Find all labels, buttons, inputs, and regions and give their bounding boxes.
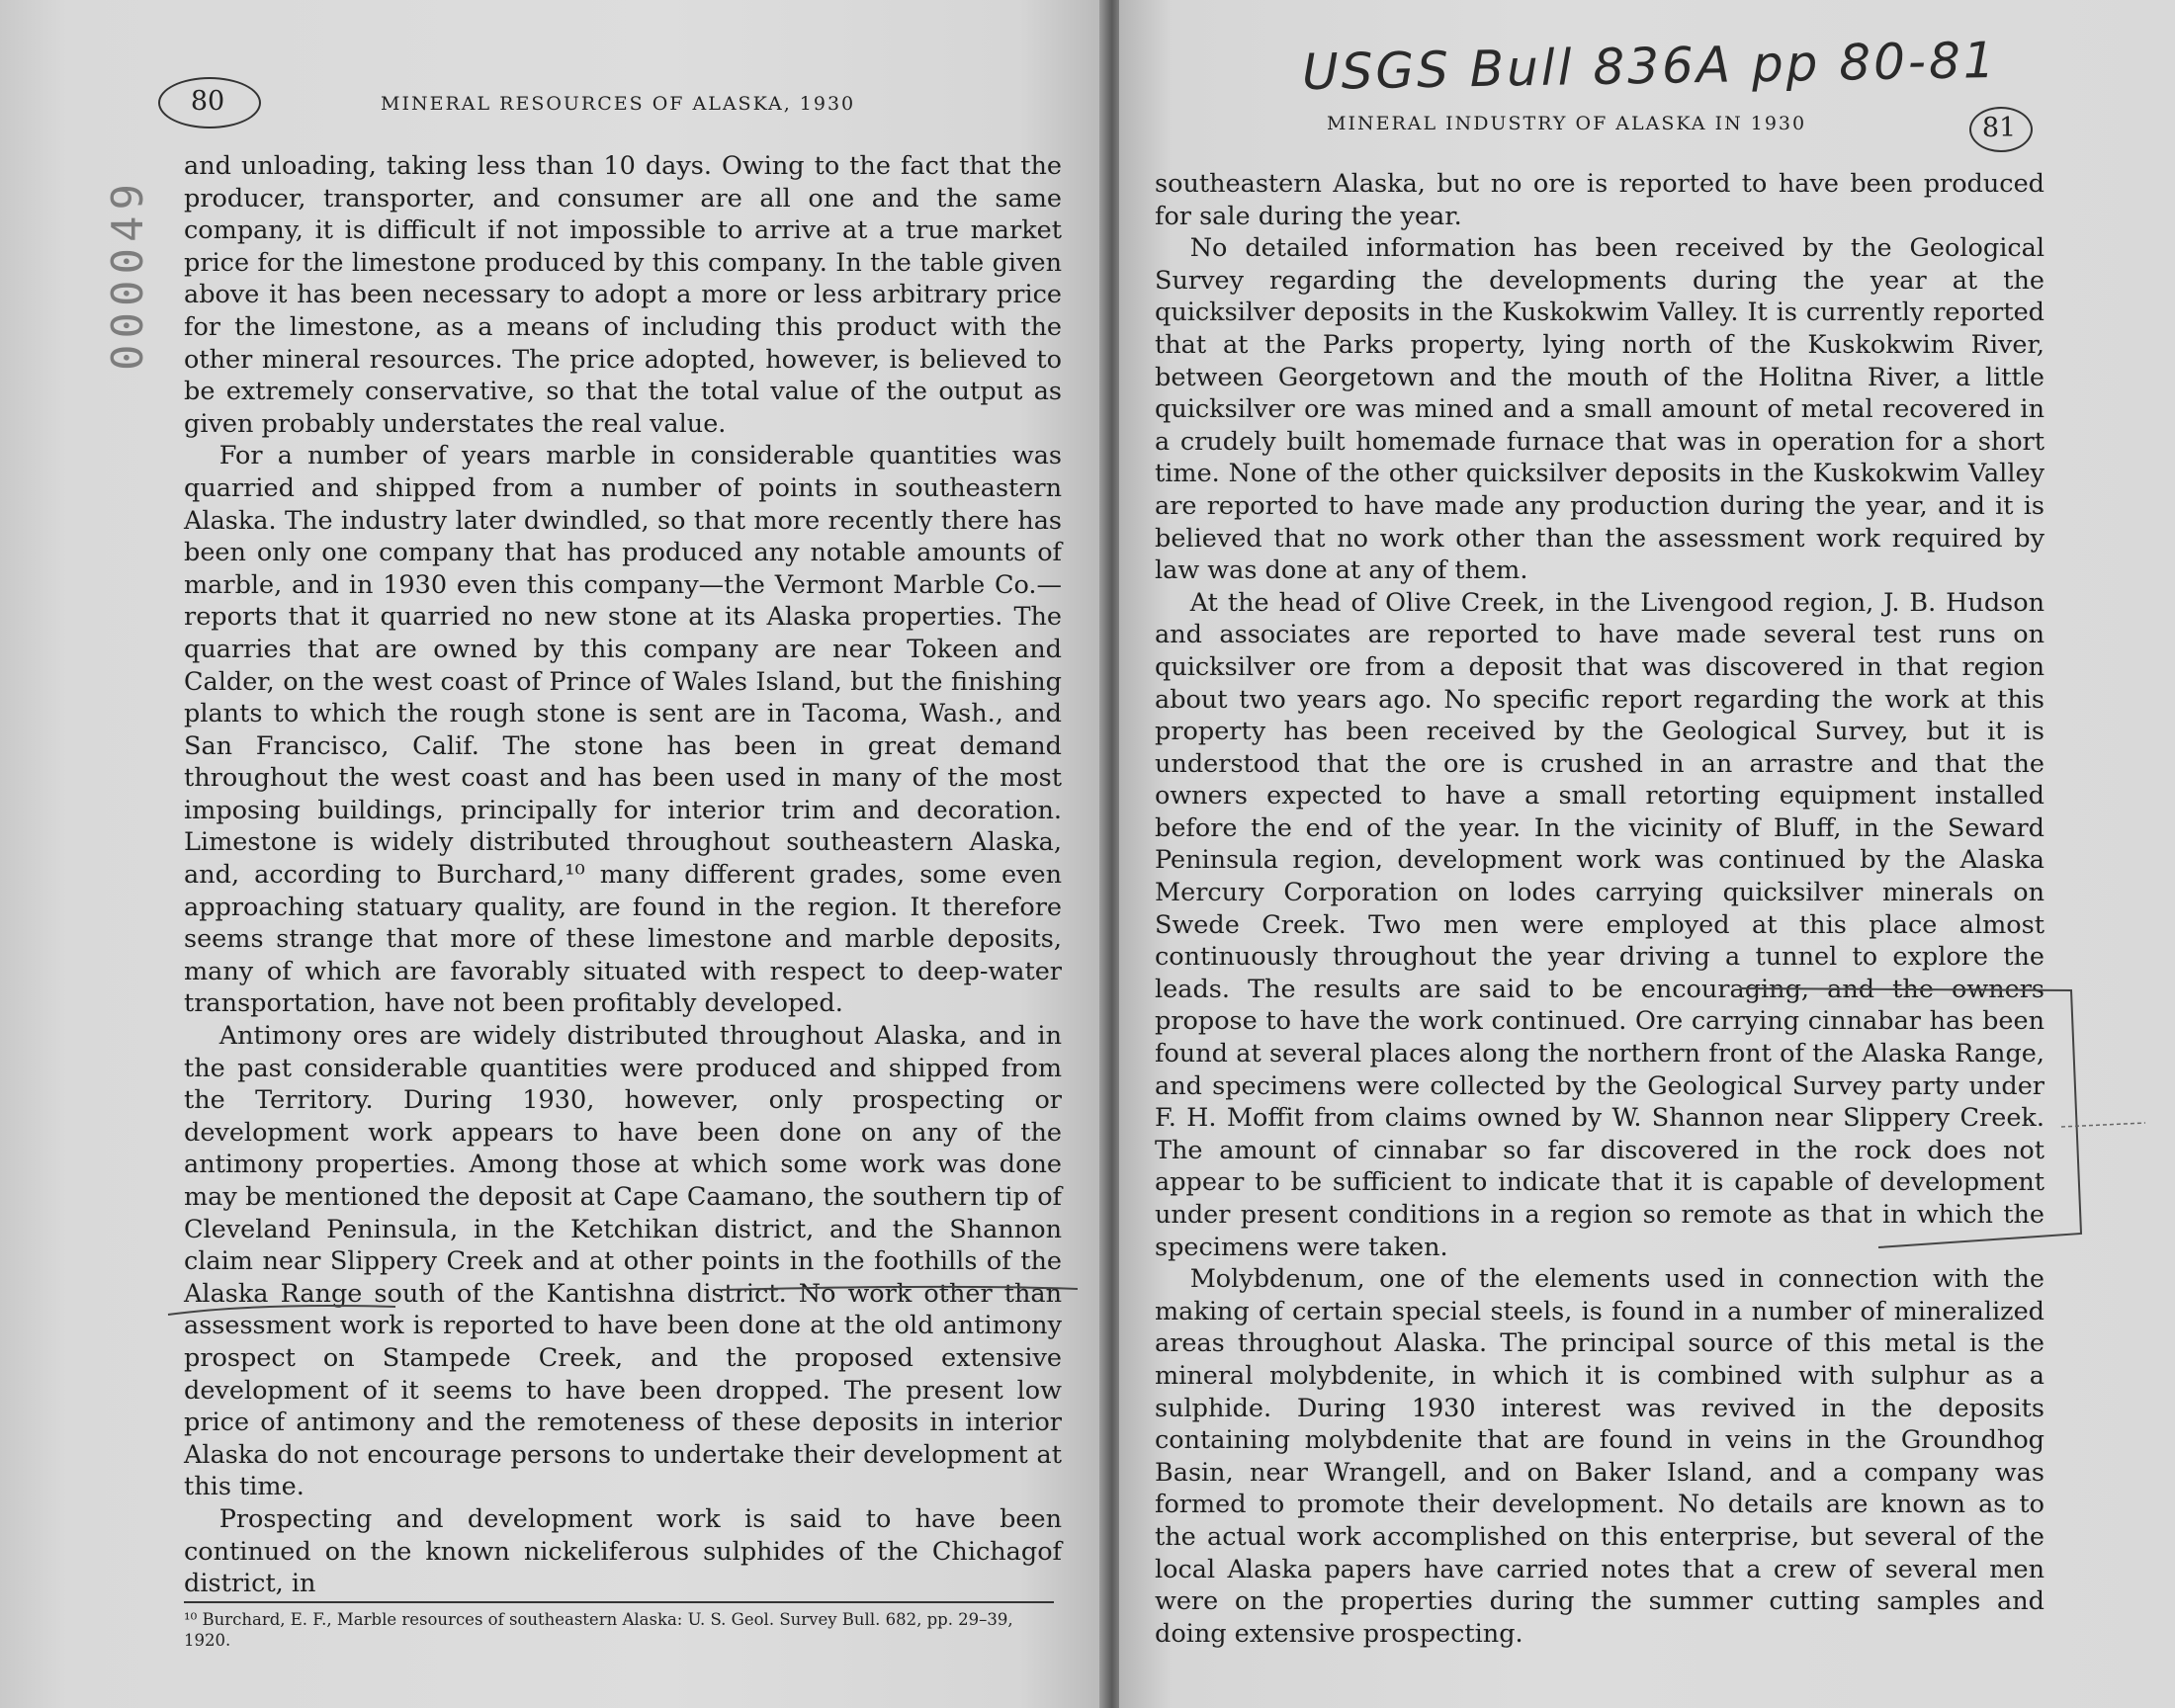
right-paragraph-1: southeastern Alaska, but no ore is reported to have been produced for sale during the year. xyxy=(1155,169,2044,231)
archive-stamp: 000049 xyxy=(103,178,153,371)
right-page-header: MINERAL INDUSTRY OF ALASKA IN 1930 xyxy=(1327,113,1807,134)
handwritten-note: USGS Bull 836A pp 80-81 xyxy=(1301,31,1999,102)
left-footnote: ¹⁰ Burchard, E. F., Marble resources of southeastern Alaska: U. S. Geol. Survey Bull. 682, pp. 29–39, 1920. xyxy=(184,1610,1013,1650)
right-page-number: 81 xyxy=(1981,112,2017,143)
left-paragraph-2: For a number of years marble in considerable quantities was quarried and shipped from a number of points in southeastern Alaska. The industry later dwindled, so that more recently there has been only one company that has produced any notable amounts of marble, and in 1930 even this company—the Vermont Marble Co.—reports that it quarried no new stone at its Alaska properties. The quarries that are owned by this company are near Tokeen and Calder, on the west coast of Prince of Wales Island, but the finishing plants to which the rough stone is sent are in Tacoma, Wash., and San Francisco, Calif. The stone has been in great demand throughout the west coast and has been used in many of the most imposing buildings, principally for interior trim and decoration. Limestone is widely distributed throughout southeastern Alaska, and, according to Burchard,¹⁰ many different grades, some even approaching statuary quality, are found in the region. It therefore seems strange that more of these limestone and marble deposits, many of which are favorably situated with respect to deep-water transportation, have not been profitably developed. xyxy=(184,441,1062,1019)
left-page-number: 80 xyxy=(190,85,225,117)
right-paragraph-3: At the head of Olive Creek, in the Livengood region, J. B. Hudson and associates are reported to have made several test runs on quicksilver ore from a deposit that was discovered in that region about two years ago. No specific report regarding the work at this property has been received by the Geological Survey, but it is understood that the ore is crushed in an arrastre and that the owners expected to have a small retorting equipment installed before the end of the year. In the vicinity of Bluff, in the Seward Peninsula region, development work was continued by the Alaska Mercury Corporation on lodes carrying quicksilver minerals on Swede Creek. Two men were employed at this place almost continuously throughout the year driving a tunnel to explore the leads. The results are said to be encouraging, and the owners propose to have the work continued. Ore carrying cinnabar has been found at several places along the northern front of the Alaska Range, and specimens were collected by the Geological Survey party under F. H. Moffit from claims owned by W. Shannon near Slippery Creek. The amount of cinnabar so far discovered in the rock does not appear to be sufficient to indicate that it is capable of development under present conditions in a region so remote as that in which the specimens were taken. xyxy=(1155,587,2044,1262)
right-page-body xyxy=(1155,168,2044,1650)
left-page-body xyxy=(184,150,1062,1600)
right-page xyxy=(1119,0,2175,1708)
left-paragraph-4: Prospecting and development work is said to have been continued on the known nickeliferous sulphides of the Chichagof district, in xyxy=(184,1503,1062,1599)
right-paragraph-4: Molybdenum, one of the elements used in connection with the making of certain special steels, is found in a number of mineralized areas throughout Alaska. The principal source of this metal is the mineral molybdenite, in which it is combined with sulphur as a sulphide. During 1930 interest was revived in the deposits containing molybdenite that are found in veins in the Groundhog Basin, near Wrangell, and on Baker Island, and a company was formed to promote their development. No details are known as to the actual work accomplished on this enterprise, but several of the local Alaska papers have carried notes that a crew of several men were on the properties during the summer cutting samples and doing extensive prospecting. xyxy=(1155,1264,2044,1649)
right-paragraph-2: No detailed information has been received by the Geological Survey regarding the developments during the year at the quicksilver deposits in the Kuskokwim Valley. It is currently reported that at the Parks property, lying north of the Kuskokwim River, between Georgetown and the mouth of the Holitna River, a little quicksilver ore was mined and a small amount of metal recovered in a crudely built homemade furnace that was in operation for a short time. None of the other quicksilver deposits in the Kuskokwim Valley are reported to have made any production during the year, and it is believed that no work other than the assessment work required by law was done at any of them. xyxy=(1155,233,2044,586)
left-page-header: MINERAL RESOURCES OF ALASKA, 1930 xyxy=(381,93,856,115)
left-paragraph-3: Antimony ores are widely distributed throughout Alaska, and in the past considerable quantities were produced and shipped from the Territory. During 1930, however, only prospecting or development work appears to have been done on any of the antimony properties. Among those at which some work was done may be mentioned the deposit at Cape Caamano, the southern tip of Cleveland Peninsula, in the Ketchikan district, and the Shannon claim near Slippery Creek and at other points in the foothills of the Alaska Range south of the Kantishna district. No work other than assessment work is reported to have been done at the old antimony prospect on Stampede Creek, and the proposed extensive development of it seems to have been dropped. The present low price of antimony and the remoteness of these deposits in interior Alaska do not encourage persons to undertake their development at this time. xyxy=(184,1021,1062,1502)
left-paragraph-1: and unloading, taking less than 10 days. Owing to the fact that the producer, transporter, and consumer are all one and the same company, it is difficult if not impossible to arrive at a true market price for the limestone produced by this company. In the table given above it has been necessary to adopt a more or less arbitrary price for the limestone, as a means of including this product with the other mineral resources. The price adopted, however, is believed to be extremely conservative, so that the total value of the output as given probably understates the real value. xyxy=(184,151,1062,439)
footnote-rule xyxy=(184,1601,1054,1603)
